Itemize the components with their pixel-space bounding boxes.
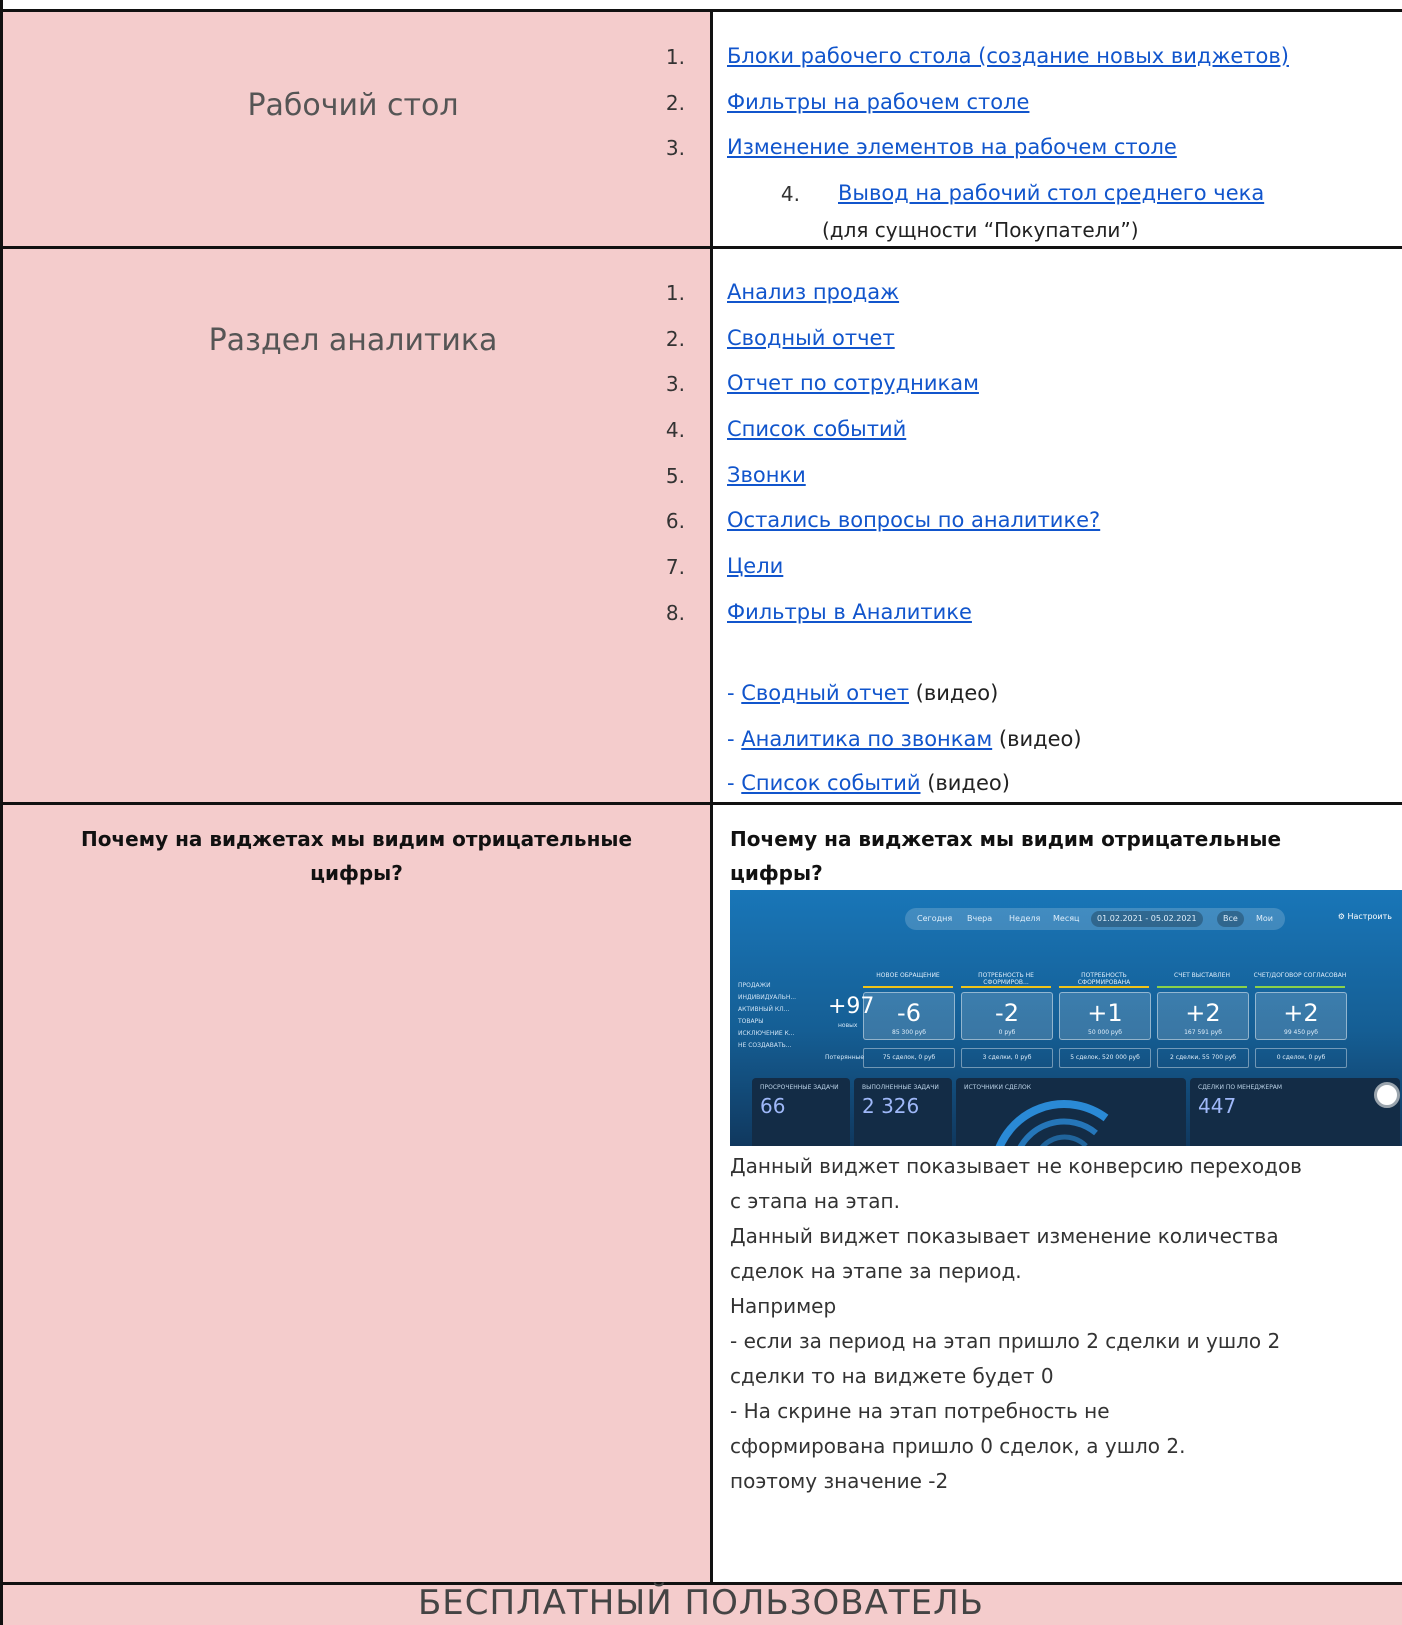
- pipeline-item: НЕ СОЗДАВАТЬ...: [738, 1042, 792, 1049]
- row-divider: [0, 9, 1402, 12]
- video-suffix: (видео): [927, 771, 1010, 795]
- stage-lost: 0 сделок, 0 руб: [1255, 1048, 1347, 1068]
- settings-label: ⚙ Настроить: [1337, 912, 1392, 921]
- explanation-line: с этапа на этап.: [730, 1189, 900, 1213]
- analytics-link-events[interactable]: Список событий: [727, 417, 907, 441]
- period-today: Сегодня: [917, 914, 953, 923]
- pipeline-item: АКТИВНЫЙ КЛ...: [738, 1006, 790, 1013]
- analytics-item-number: 6.: [665, 509, 685, 533]
- filter-mine: Мои: [1256, 914, 1273, 923]
- video-row: [727, 771, 1010, 795]
- desktop-link-filters[interactable]: Фильтры на рабочем столе: [727, 90, 1030, 114]
- video-row: [727, 681, 998, 705]
- filter-all: Все: [1217, 911, 1244, 927]
- period-range: 01.02.2021 - 05.02.2021: [1091, 911, 1203, 927]
- stage-lost: 75 сделок, 0 руб: [863, 1048, 955, 1068]
- widgets-screenshot: [730, 890, 1402, 1146]
- explanation-line: - если за период на этап пришло 2 сделки и ушло 2: [730, 1329, 1281, 1353]
- period-month: Месяц: [1053, 914, 1080, 923]
- video-suffix: (видео): [915, 681, 999, 705]
- desktop-link-widgets[interactable]: Блоки рабочего стола (создание новых виджетов): [727, 44, 1289, 68]
- negative-label-cell: [3, 805, 710, 1582]
- explanation-line: поэтому значение -2: [730, 1469, 949, 1493]
- analytics-item-number: 4.: [665, 418, 685, 442]
- analytics-item-number: 1.: [665, 281, 685, 305]
- pipeline-item: ИНДИВИДУАЛЬН...: [738, 994, 797, 1001]
- question-line: цифры?: [730, 861, 823, 885]
- period-toolbar: [905, 908, 1285, 930]
- analytics-link-sales[interactable]: Анализ продаж: [727, 280, 900, 304]
- stage-bar: [961, 986, 1051, 988]
- deal-sources-panel: [956, 1078, 1186, 1146]
- analytics-link-calls[interactable]: Звонки: [727, 463, 806, 487]
- stage-delta: +1: [1087, 999, 1123, 1027]
- stage-sum: 99 450 руб: [1284, 1029, 1318, 1036]
- row-divider: [0, 246, 1402, 249]
- overdue-tasks-panel: [752, 1078, 850, 1146]
- pipeline-list: [738, 980, 796, 1052]
- panel-title: ИСТОЧНИКИ СДЕЛОК: [964, 1084, 1031, 1091]
- desktop-item-number: 4.: [780, 182, 800, 206]
- analytics-link-employees[interactable]: Отчет по сотрудникам: [727, 371, 979, 395]
- sources-donut-graphic: [956, 1078, 1186, 1146]
- explanation-line: Данный виджет показывает изменение количества: [730, 1224, 1279, 1248]
- stage-card: [1157, 992, 1249, 1040]
- explanation-line: сформирована пришло 0 сделок, а ушло 2.: [730, 1434, 1186, 1458]
- stage-sum: 50 000 руб: [1088, 1029, 1122, 1036]
- panel-title: СДЕЛКИ ПО МЕНЕДЖЕРАМ: [1198, 1084, 1283, 1091]
- stage-header: ПОТРЕБНОСТЬ СФОРМИРОВАНА: [1077, 972, 1131, 986]
- explanation-line: Данный виджет показывает не конверсию переходов: [730, 1154, 1302, 1178]
- stage-card: [1059, 992, 1151, 1040]
- video-link-events[interactable]: Список событий: [741, 771, 921, 795]
- video-link-calls[interactable]: Аналитика по звонкам: [741, 727, 993, 751]
- video-dash: -: [727, 727, 735, 751]
- stage-bar: [1059, 986, 1149, 988]
- stage-bar: [863, 986, 953, 988]
- panel-value: 447: [1198, 1094, 1237, 1118]
- analytics-item-number: 5.: [665, 464, 685, 488]
- analytics-link-summary[interactable]: Сводный отчет: [727, 326, 895, 350]
- period-yesterday: Вчера: [967, 914, 993, 923]
- video-dash: -: [727, 681, 735, 705]
- desktop-link-edit-elements[interactable]: Изменение элементов на рабочем столе: [727, 135, 1177, 159]
- analytics-link-questions[interactable]: Остались вопросы по аналитике?: [727, 508, 1101, 532]
- explanation-line: сделок на этапе за период.: [730, 1259, 1022, 1283]
- panel-title: ПРОСРОЧЕННЫЕ ЗАДАЧИ: [760, 1084, 839, 1091]
- stage-card: [961, 992, 1053, 1040]
- stage-card: [1255, 992, 1347, 1040]
- pipeline-item: ТОВАРЫ: [738, 1018, 764, 1025]
- stage-delta: -6: [897, 999, 921, 1027]
- desktop-label-cell: [3, 12, 710, 246]
- panel-value: 2 326: [862, 1094, 920, 1118]
- panel-value: 66: [760, 1094, 786, 1118]
- desktop-link-average-check[interactable]: Вывод на рабочий стол среднего чека: [838, 181, 1265, 205]
- desktop-item-number: 3.: [665, 136, 685, 160]
- free-user-heading: БЕСПЛАТНЫЙ ПОЛЬЗОВАТЕЛЬ: [417, 1583, 985, 1623]
- pipeline-item: ИСКЛЮЧЕНИЕ К...: [738, 1030, 795, 1037]
- analytics-item-number: 3.: [665, 372, 685, 396]
- table-left-border: [0, 0, 3, 1625]
- pipeline-item: ПРОДАЖИ: [738, 982, 771, 989]
- question-line: Почему на виджетах мы видим отрицательные: [730, 827, 1282, 851]
- analytics-link-filters[interactable]: Фильтры в Аналитике: [727, 600, 972, 624]
- negative-question-right: [730, 822, 1400, 890]
- stage-card: [863, 992, 955, 1040]
- explanation-line: Например: [730, 1294, 837, 1318]
- stage-bar: [1157, 986, 1247, 988]
- new-leads-value: +97: [828, 994, 875, 1019]
- lost-label: Потерянные: [825, 1054, 865, 1061]
- video-row: [727, 727, 1082, 751]
- chat-bubble-icon: [1374, 1082, 1400, 1108]
- analytics-item-number: 2.: [665, 327, 685, 351]
- desktop-item4-note: (для сущности “Покупатели”): [822, 218, 1139, 242]
- desktop-section-title: Рабочий стол: [247, 88, 459, 123]
- column-divider: [710, 9, 713, 1585]
- stage-sum: 0 руб: [998, 1029, 1016, 1036]
- stage-delta: +2: [1283, 999, 1319, 1027]
- stage-sum: 167 591 руб: [1184, 1029, 1222, 1036]
- video-dash: -: [727, 771, 735, 795]
- new-leads-label: новых: [838, 1022, 858, 1029]
- stage-header: СЧЕТ/ДОГОВОР СОГЛАСОВАН: [1253, 972, 1347, 979]
- row-divider: [0, 802, 1402, 805]
- stage-header: ПОТРЕБНОСТЬ НЕ СФОРМИРОВ...: [978, 972, 1034, 986]
- analytics-item-number: 8.: [665, 601, 685, 625]
- explanation-line: сделки то на виджете будет 0: [730, 1364, 1054, 1388]
- panel-title: ВЫПОЛНЕННЫЕ ЗАДАЧИ: [862, 1084, 939, 1091]
- analytics-item-number: 7.: [665, 555, 685, 579]
- analytics-section-title: Раздел аналитика: [208, 323, 498, 358]
- stage-header: СЧЕТ ВЫСТАВЛЕН: [1174, 972, 1230, 979]
- question-line: Почему на виджетах мы видим отрицательные: [80, 827, 633, 851]
- stage-delta: -2: [995, 999, 1019, 1027]
- manager-deals-panel: [1190, 1078, 1400, 1146]
- stage-lost: 2 сделки, 55 700 руб: [1157, 1048, 1249, 1068]
- done-tasks-panel: [854, 1078, 952, 1146]
- stage-bar: [1255, 986, 1345, 988]
- negative-question-left: [3, 822, 710, 890]
- stage-sum: 85 300 руб: [892, 1029, 926, 1036]
- analytics-link-goals[interactable]: Цели: [727, 554, 784, 578]
- period-week: Неделя: [1009, 914, 1041, 923]
- video-link-summary[interactable]: Сводный отчет: [741, 681, 909, 705]
- question-line: цифры?: [310, 861, 403, 885]
- stage-lost: 3 сделки, 0 руб: [961, 1048, 1053, 1068]
- stage-lost: 5 сделок, 520 000 руб: [1059, 1048, 1151, 1068]
- stage-header: НОВОЕ ОБРАЩЕНИЕ: [876, 972, 940, 979]
- desktop-item-number: 2.: [665, 91, 685, 115]
- stage-delta: +2: [1185, 999, 1221, 1027]
- video-suffix: (видео): [998, 727, 1082, 751]
- explanation-line: - На скрине на этап потребность не: [730, 1399, 1110, 1423]
- desktop-item-number: 1.: [665, 45, 685, 69]
